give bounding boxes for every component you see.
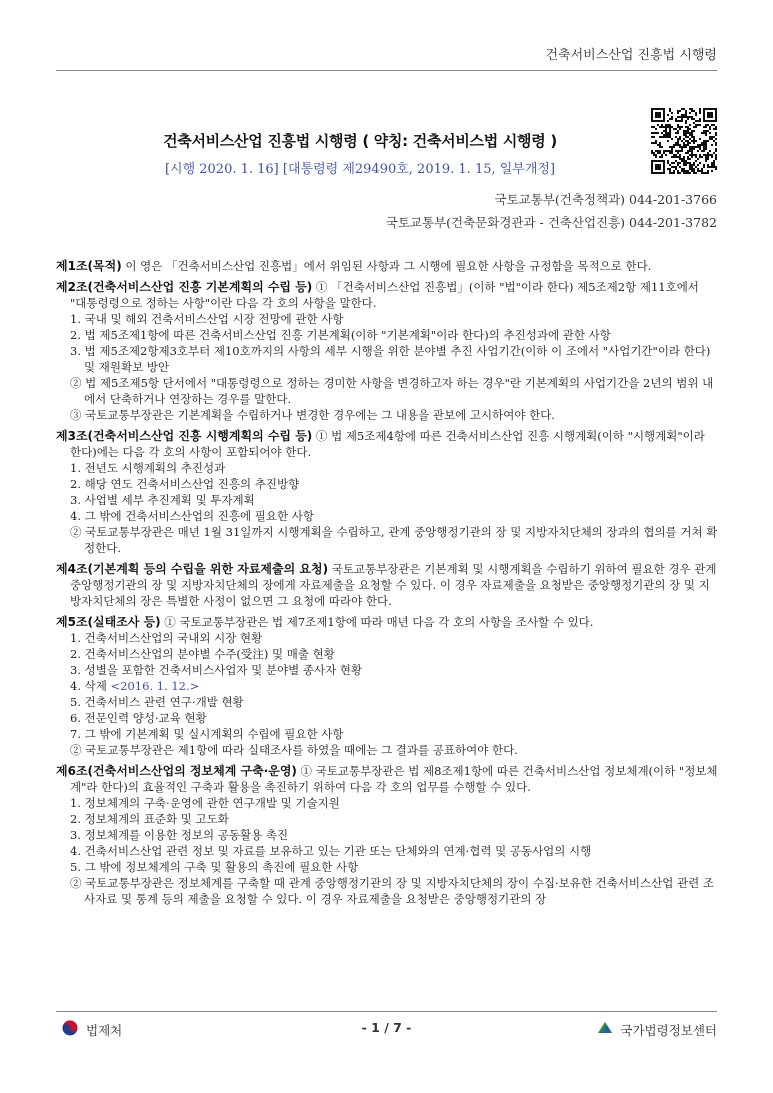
article-1 xyxy=(56,258,718,274)
paragraph: ② 국토교통부장관은 정보체계를 구축할 때 관계 중앙행정기관의 장 및 지방자치단체의 장이 수집·보유한 건축서비스산업 관련 조사자료 및 통계 등의 제출을 요청할 수 있다. 이 경우 자료제출을 요청받은 중앙행정기관의 장 xyxy=(70,876,714,906)
header-divider xyxy=(56,70,717,71)
list-item: 3. 성별을 포함한 건축서비스사업자 및 분야별 종사자 현황 xyxy=(70,663,363,677)
running-title: 건축서비스산업 진흥법 시행령 xyxy=(545,48,717,63)
footer-right xyxy=(596,1020,717,1039)
contact-line-1: 국토교통부(건축정책과) 044-201-3766 xyxy=(494,192,717,207)
list-item: 2. 건축서비스산업의 분야별 수주(受注) 및 매출 현황 xyxy=(70,647,335,661)
contact-line-2: 국토교통부(건축문화경관과 - 건축산업진흥) 044-201-3782 xyxy=(385,215,717,230)
document-subtitle: [시행 2020. 1. 16] [대통령령 제29490호, 2019. 1. 15, 일부개정] xyxy=(164,162,556,177)
article-title: 제2조(건축서비스산업 진흥 기본계획의 수립 등) xyxy=(56,280,313,294)
article-2 xyxy=(56,279,718,423)
article-title: 제1조(목적) xyxy=(56,259,122,273)
footer-divider xyxy=(56,1011,717,1012)
list-item: 1. 건축서비스산업의 국내외 시장 현황 xyxy=(70,631,263,645)
article-title: 제3조(건축서비스산업 진흥 시행계획의 수립 등) xyxy=(56,429,313,443)
law-center-logo-icon xyxy=(596,1020,614,1039)
page-footer xyxy=(56,1020,717,1040)
paragraph: ② 국토교통부장관은 매년 1월 31일까지 시행계획을 수립하고, 관계 중앙행정기관의 장 및 지방자치단체의 장과의 협의를 거쳐 확정한다. xyxy=(70,525,718,555)
list-item: 4. 건축서비스산업 관련 정보 및 자료를 보유하고 있는 기관 또는 단체와의 연계·협력 및 공동사업의 시행 xyxy=(70,844,592,858)
paragraph: ③ 국토교통부장관은 기본계획을 수립하거나 변경한 경우에는 그 내용을 관보에 고시하여야 한다. xyxy=(70,408,555,422)
list-item: 5. 그 밖에 정보체계의 구축 및 활용의 촉진에 필요한 사항 xyxy=(70,860,359,874)
list-item: 3. 법 제5조제2항제3호부터 제10호까지의 사항의 세부 시행을 위한 분야별 추진 사업기간(이하 이 조에서 "사업기간"이라 한다) 및 재원확보 방안 xyxy=(70,344,711,374)
list-item: 1. 국내 및 해외 건축서비스산업 시장 전망에 관한 사항 xyxy=(70,312,344,326)
article-lead: 이 영은 「건축서비스산업 진흥법」에서 위임된 사항과 그 시행에 필요한 사항을 규정함을 목적으로 한다. xyxy=(121,259,652,273)
article-lead: 국토교통부장관은 기본계획 및 시행계획을 수립하기 위하여 필요한 경우 관계 중앙행정기관의 장 및 지방자치단체의 장에게 자료제출을 요청할 수 있다. 이 경우 자료제출을 요청받은 중앙행정기관의 장 및 지방자치단체의 장은 특별한 사정이 없으면 그 요청에 따라야 한다. xyxy=(70,562,717,608)
list-item: 3. 사업별 세부 추진계획 및 투자계획 xyxy=(70,493,255,507)
list-item: 2. 정보체계의 표준화 및 고도화 xyxy=(70,812,229,826)
amendment-note: <2016. 1. 12.> xyxy=(110,679,200,693)
list-item: 2. 해당 연도 건축서비스산업 진흥의 추진방향 xyxy=(70,477,300,491)
list-item: 1. 정보체계의 구축·운영에 관한 연구개발 및 기술지원 xyxy=(70,796,340,810)
article-5 xyxy=(56,614,718,758)
article-lead: ① 법 제5조제4항에 따른 건축서비스산업 진흥 시행계획(이하 "시행계획"이라 한다)에는 다음 각 호의 사항이 포함되어야 한다. xyxy=(70,429,705,459)
list-item: 6. 전문인력 양성·교육 현황 xyxy=(70,711,207,725)
law-body xyxy=(56,258,718,912)
article-title: 제5조(실태조사 등) xyxy=(56,615,161,629)
qr-code-icon xyxy=(651,108,717,174)
article-title: 제6조(건축서비스산업의 정보체계 구축·운영) xyxy=(56,764,297,778)
list-item-text: 4. 삭제 xyxy=(70,679,107,693)
list-item: 4. 그 밖에 건축서비스산업의 진흥에 필요한 사항 xyxy=(70,509,314,523)
article-lead: ① 국토교통부장관은 법 제8조제1항에 따른 건축서비스산업 정보체계(이하 "정보체계"라 한다)의 효율적인 구축과 활용을 촉진하기 위하여 다음 각 호의 업무를 수행할 수 있다. xyxy=(70,764,718,794)
article-title: 제4조(기본계획 등의 수립을 위한 자료제출의 요청) xyxy=(56,562,329,576)
article-lead: ① 「건축서비스산업 진흥법」(이하 "법"이라 한다) 제5조제2항 제11호에서 "대통령령으로 정하는 사항"이란 다음 각 호의 사항을 말한다. xyxy=(70,280,699,310)
list-item: 3. 정보체계를 이용한 정보의 공동활용 촉진 xyxy=(70,828,289,842)
footer-left-label: 법제처 xyxy=(86,1022,123,1038)
paragraph: ② 국토교통부장관은 제1항에 따라 실태조사를 하였을 때에는 그 결과를 공표하여야 한다. xyxy=(70,743,518,757)
document-title: 건축서비스산업 진흥법 시행령 ( 약칭: 건축서비스법 시행령 ) xyxy=(163,132,557,150)
article-3 xyxy=(56,428,718,556)
article-6 xyxy=(56,763,718,907)
article-lead: ① 국토교통부장관은 법 제7조제1항에 따라 매년 다음 각 호의 사항을 조사할 수 있다. xyxy=(160,615,594,629)
list-item: 7. 그 밖에 기본계획 및 실시계획의 수립에 필요한 사항 xyxy=(70,727,344,741)
page-number: - 1 / 7 - xyxy=(361,1020,412,1035)
title-block xyxy=(100,130,620,177)
list-item xyxy=(56,678,718,694)
list-item: 5. 건축서비스 관련 연구·개발 현황 xyxy=(70,695,244,709)
footer-right-label: 국가법령정보센터 xyxy=(620,1022,717,1038)
list-item: 2. 법 제5조제1항에 따른 건축서비스산업 진흥 기본계획(이하 "기본계획"이라 한다)의 추진성과에 관한 사항 xyxy=(70,328,611,342)
article-4 xyxy=(56,561,718,609)
list-item: 1. 전년도 시행계획의 추진성과 xyxy=(70,461,226,475)
paragraph: ② 법 제5조제5항 단서에서 "대통령령으로 정하는 경미한 사항을 변경하고자 하는 경우"란 기본계획의 사업기간을 2년의 범위 내에서 단축하거나 연장하는 경우를 말한다. xyxy=(70,376,714,406)
